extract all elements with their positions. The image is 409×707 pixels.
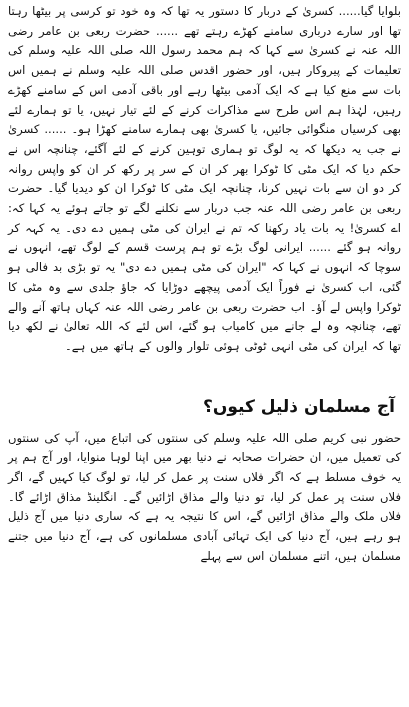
body-paragraph-1: بلوایا گیا...... کسریٰ کے دربار کا دستور یہ تھا کہ وہ خود تو کرسی پر بیٹھا رہتا تھا اور سارے درباری سامنے کھڑے رہتے تھے ...... حضرت ربعی بن عامر رضی اللہ عنہ نے کسریٰ سے کہا کہ ہم محمد رسول اللہ صلی اللہ علیہ وسلم کی تعلیمات کے پیروکار ہیں، اور حضور اقدس صلی اللہ علیہ وسلم نے ہمیں اس بات سے منع کیا ہے کہ ایک آدمی بیٹھا رہے اور باقی آدمی اس کے سامنے کھڑے رہیں، لہٰذا ہم اس طرح سے مذاکرات کرنے کے لئے تیار نہیں، یا تو ہمارے لئے بھی کرسیاں منگوائی جائیں، یا کسریٰ بھی ہمارے سامنے کھڑا ہو۔ ...... کسریٰ نے جب یہ دیکھا کہ یہ لوگ تو ہماری توہین کرنے کے لئے آگئے، چنانچہ اس نے حکم دیا کہ ایک مٹی کا ٹوکرا بھر کر ان کے سر پر رکھ کر ان کو واپس روانہ کر دو ان سے بات نہیں کرنا، چنانچہ ایک مٹی کا ٹوکرا ان کو دیدیا گیا۔ حضرت ربعی بن عامر رضی اللہ عنہ جب دربار سے نکلنے لگے تو جاتے ہوئے یہ کہا کہ: اے کسریٰ! یہ بات یاد رکھنا کہ تم نے ایران کی مٹی ہمیں دے دی۔ یہ کہہ کر روانہ ہو گئے ...... ایرانی لوگ بڑے تو ہم پرست قسم کے لوگ تھے، انہوں نے سوچا کہ انہوں نے کہا کہ "ایران کی مٹی ہمیں دے دی" یہ تو بڑی بد فالی ہو گئی، اب کسریٰ نے فوراً ایک آدمی پیچھے دوڑایا کہ جاؤ جلدی سے وہ مٹی کا ٹوکرا واپس لے آؤ۔ اب حضرت ربعی بن عامر رضی اللہ عنہ کہاں ہاتھ آنے والے تھے، چنانچہ وہ لے جانے میں کامیاب ہو گئے، اس لئے کہ اللہ تعالیٰ نے لکھ دیا تھا کہ ایران کی مٹی انہی ٹوٹی ہوئی تلوار والوں کے ہاتھ میں ہے۔ (8, 4, 401, 353)
body-paragraph-2: حضور نبی کریم صلی اللہ علیہ وسلم کی سنتوں کی اتباع میں، آپ کی سنتوں کی تعمیل میں، ان حضرات صحابہ نے دنیا بھر میں اپنا لوہا منوایا، اور آج ہم پر یہ خوف مسلط ہے کہ اگر فلاں سنت پر عمل کر لیا، تو لوگ کیا کہیں گے، اگر فلاں سنت پر عمل کر لیا، تو دنیا والے مذاق اڑائیں گے۔ انگلینڈ مذاق اڑائے گا۔ فلاں ملک والے مذاق اڑائیں گے، اس کا نتیجہ یہ ہے کہ ساری دنیا میں آج ذلیل ہو رہے ہیں، آج دنیا کی ایک تہائی آبادی مسلمانوں کی ہے، آج دنیا میں جتنے مسلمان ہیں، اتنے مسلمان اس سے پہلے (8, 430, 401, 563)
section-heading: آج مسلمان ذلیل کیوں؟ (203, 396, 395, 417)
